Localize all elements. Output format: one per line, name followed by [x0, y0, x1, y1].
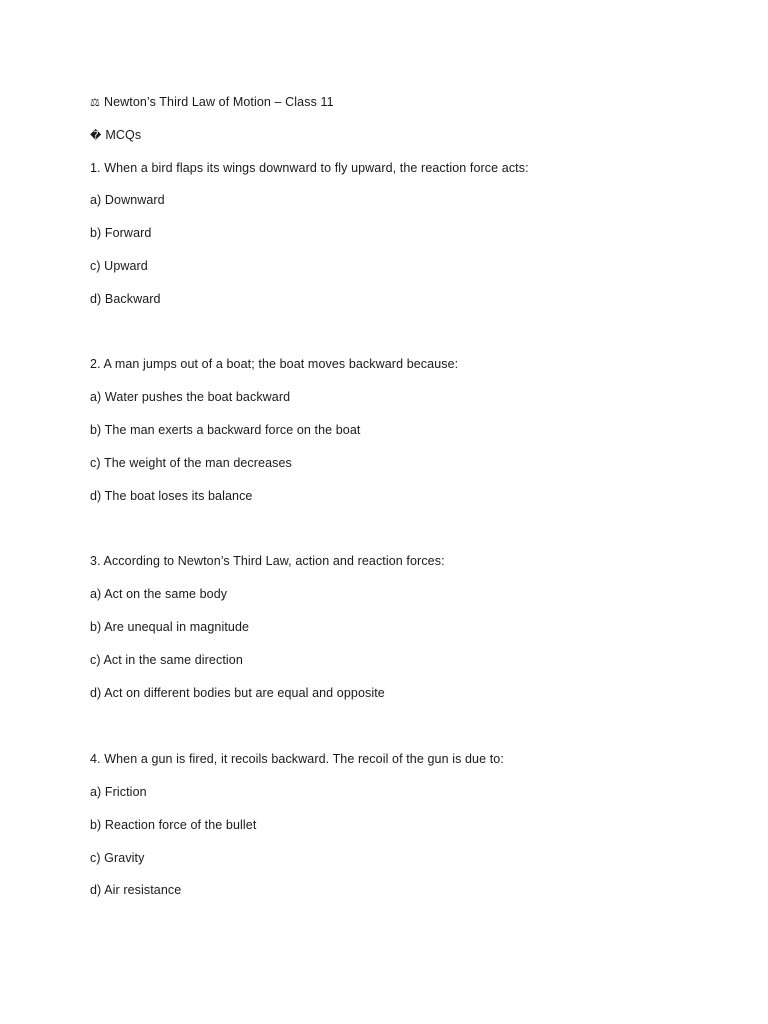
question-4: 4. When a gun is fired, it recoils backward. The recoil of the gun is due to:: [90, 752, 504, 766]
document-title-text: Newton’s Third Law of Motion – Class 11: [103, 95, 334, 109]
section-heading: [90, 127, 141, 144]
question-2: 2. A man jumps out of a boat; the boat moves backward because:: [90, 357, 459, 371]
question-2-option-d: d) The boat loses its balance: [90, 489, 253, 503]
question-3-option-c: c) Act in the same direction: [90, 653, 243, 667]
question-4-option-a: a) Friction: [90, 785, 147, 799]
question-2-option-c: c) The weight of the man decreases: [90, 456, 292, 470]
question-2-option-b: b) The man exerts a backward force on the boat: [90, 423, 361, 437]
question-4-option-b: b) Reaction force of the bullet: [90, 818, 257, 832]
balance-scale-icon: ⚖: [90, 96, 100, 109]
section-heading-text: MCQs: [105, 128, 142, 142]
question-3-option-a: a) Act on the same body: [90, 587, 228, 601]
question-1-option-b: b) Forward: [90, 226, 152, 240]
question-4-option-c: c) Gravity: [90, 851, 145, 865]
question-1-option-c: c) Upward: [90, 259, 148, 273]
question-1-option-d: d) Backward: [90, 292, 161, 306]
question-2-option-a: a) Water pushes the boat backward: [90, 390, 291, 404]
question-4-option-d: d) Air resistance: [90, 883, 182, 897]
missing-glyph-icon: �: [90, 129, 102, 142]
question-1-option-a: a) Downward: [90, 193, 165, 207]
question-3-option-b: b) Are unequal in magnitude: [90, 620, 250, 634]
document-title: [90, 94, 334, 111]
question-1: 1. When a bird flaps its wings downward to fly upward, the reaction force acts:: [90, 161, 529, 175]
question-3-option-d: d) Act on different bodies but are equal and opposite: [90, 686, 385, 700]
question-3: 3. According to Newton’s Third Law, action and reaction forces:: [90, 554, 445, 568]
